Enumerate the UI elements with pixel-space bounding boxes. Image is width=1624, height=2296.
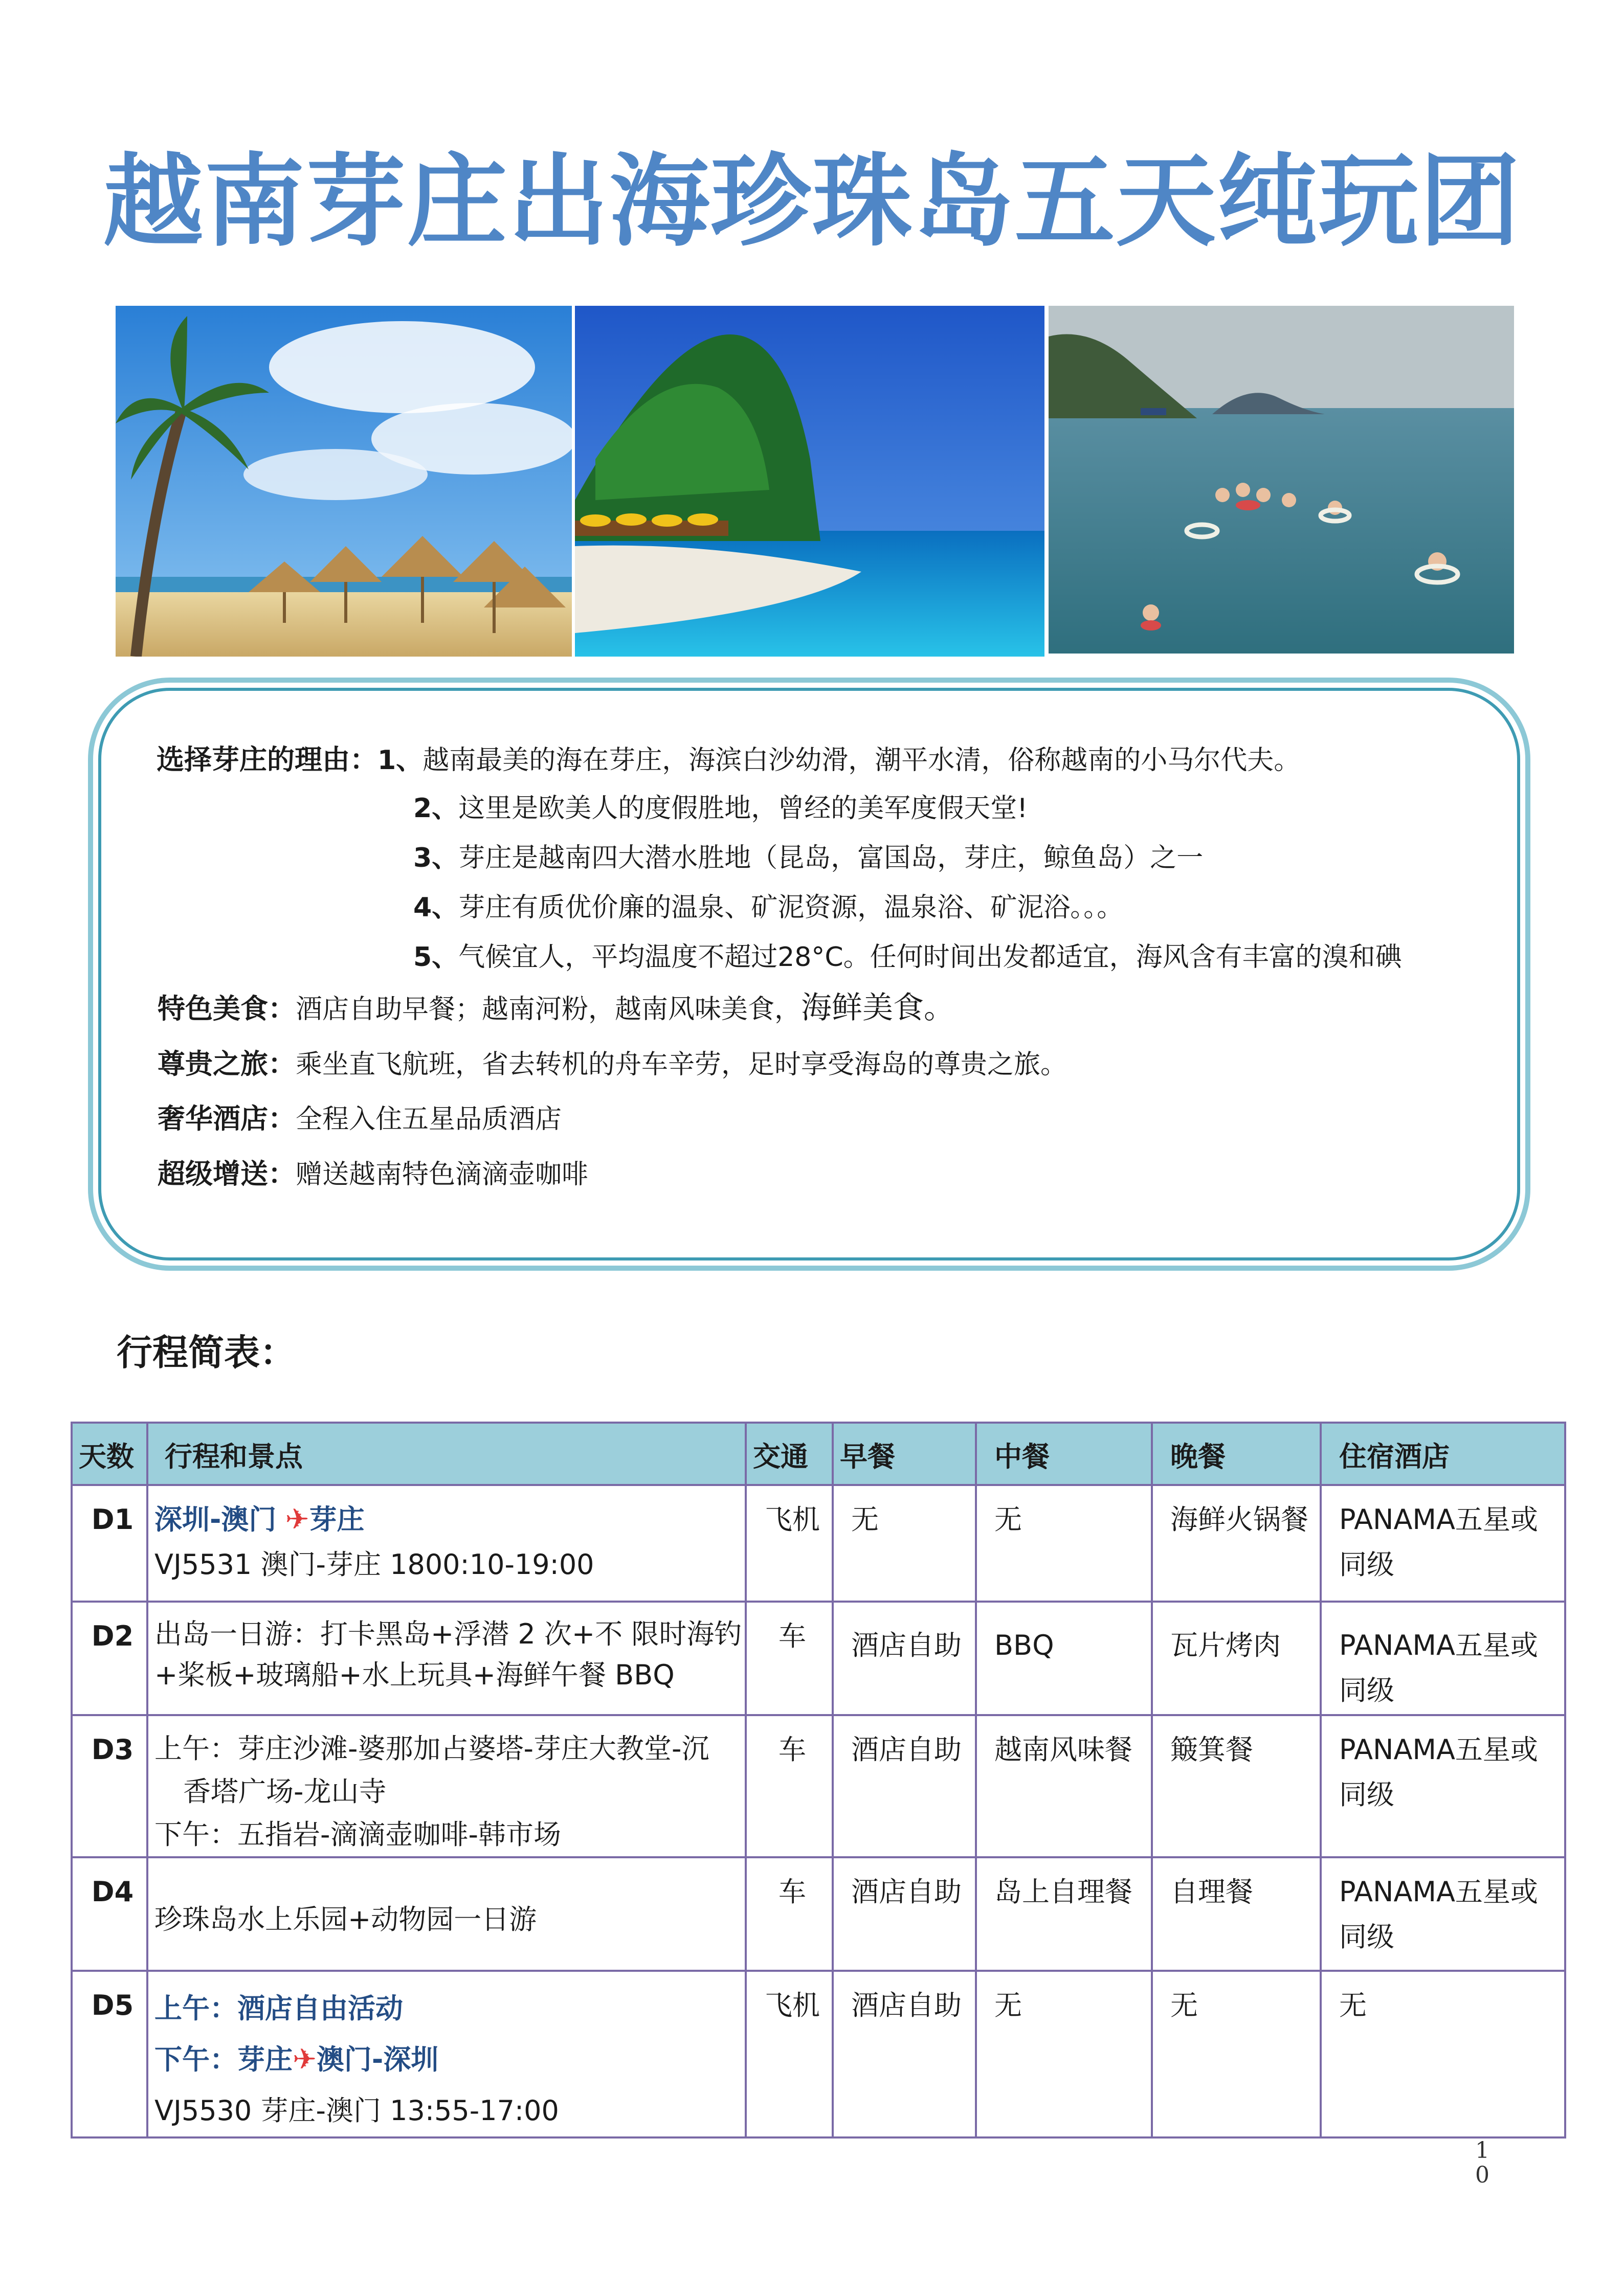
gift-label: 超级增送： <box>158 1158 296 1190</box>
page-number-digit: 1 <box>1475 2137 1489 2164</box>
table-header-row <box>72 1423 1565 1485</box>
reason-row-1 <box>157 742 1300 778</box>
transport-cell: 车 <box>746 1857 833 1971</box>
lunch-cell: 无 <box>976 1971 1152 2137</box>
breakfast-cell: 酒店自助 <box>833 1857 976 1971</box>
table-row <box>72 1602 1565 1715</box>
reason-text: 越南最美的海在芽庄，海滨白沙幼滑，潮平水清，俗称越南的小马尔代夫。 <box>422 745 1301 776</box>
food-text: 酒店自助早餐；越南河粉，越南风味美食， <box>296 994 802 1025</box>
hotel-label: 奢华酒店： <box>158 1102 296 1135</box>
food-row <box>158 990 954 1027</box>
lunch-cell: BBQ <box>976 1602 1152 1715</box>
breakfast-cell: 无 <box>833 1485 976 1602</box>
dinner-cell: 无 <box>1152 1971 1321 2137</box>
header-lunch: 中餐 <box>976 1423 1152 1485</box>
reason-number: 2、 <box>413 793 459 824</box>
dinner-cell: 自理餐 <box>1152 1857 1321 1971</box>
reasons-label: 选择芽庄的理由： <box>157 744 377 776</box>
reason-text: 芽庄是越南四大潜水胜地（昆岛，富国岛，芽庄，鲸鱼岛）之一 <box>458 843 1204 873</box>
reason-number: 3、 <box>413 843 459 873</box>
route-cell <box>147 1715 746 1857</box>
hotel-row <box>158 1101 562 1137</box>
page-title: 越南芽庄出海珍珠岛五天纯玩团 <box>103 144 1521 260</box>
morning-line: 上午：酒店自由活动 <box>154 1992 403 2024</box>
reason-row-3 <box>413 840 1203 876</box>
airplane-icon: ✈ <box>293 2043 317 2076</box>
hotel-cell: PANAMA五星或同级 <box>1321 1857 1565 1971</box>
route-cell: 出岛一日游：打卡黑岛+浮潜 2 次+不 限时海钓+桨板+玻璃船+水上玩具+海鲜午餐 BBQ <box>147 1602 746 1715</box>
header-day: 天数 <box>72 1423 147 1485</box>
route-cell <box>147 1485 746 1602</box>
day-cell: D2 <box>72 1602 147 1715</box>
food-label: 特色美食： <box>158 993 296 1025</box>
swimmers-in-sea-photo <box>1049 306 1514 654</box>
reason-text: 芽庄有质优价廉的温泉、矿泥资源，温泉浴、矿泥浴。。。 <box>458 892 1124 923</box>
hotel-cell: PANAMA五星或同级 <box>1321 1485 1565 1602</box>
table-row <box>72 1857 1565 1971</box>
hotel-cell: 无 <box>1321 1971 1565 2137</box>
beach-umbrellas-palm-photo <box>116 306 572 657</box>
afternoon-end: 澳门-深圳 <box>316 2043 439 2076</box>
header-transport: 交通 <box>746 1423 833 1485</box>
breakfast-cell: 酒店自助 <box>833 1715 976 1857</box>
lunch-cell: 越南风味餐 <box>976 1715 1152 1857</box>
header-breakfast: 早餐 <box>833 1423 976 1485</box>
schedule-title: 行程简表： <box>117 1332 296 1374</box>
itinerary-table <box>71 1422 1566 2139</box>
gift-text: 赠送越南特色滴滴壶咖啡 <box>296 1159 589 1190</box>
breakfast-cell: 酒店自助 <box>833 1602 976 1715</box>
reason-text: 这里是欧美人的度假胜地，曾经的美军度假天堂! <box>458 793 1028 824</box>
header-dinner: 晚餐 <box>1152 1423 1321 1485</box>
day-cell: D1 <box>72 1485 147 1602</box>
breakfast-cell: 酒店自助 <box>833 1971 976 2137</box>
trip-label: 尊贵之旅： <box>158 1048 296 1080</box>
afternoon-line: 下午：五指岩-滴滴壶咖啡-韩市场 <box>154 1818 561 1851</box>
lunch-cell: 无 <box>976 1485 1152 1602</box>
dinner-cell: 瓦片烤肉 <box>1152 1602 1321 1715</box>
transport-cell: 车 <box>746 1602 833 1715</box>
day-cell: D3 <box>72 1715 147 1857</box>
day-cell: D4 <box>72 1857 147 1971</box>
table-row <box>72 1971 1565 2137</box>
dinner-cell: 簸箕餐 <box>1152 1715 1321 1857</box>
food-text-emphasis: 海鲜美食。 <box>801 990 955 1026</box>
reason-number: 4、 <box>413 892 459 923</box>
reason-row-2 <box>413 791 1028 826</box>
page-number-digit: 0 <box>1475 2162 1489 2188</box>
trip-row <box>158 1046 1067 1083</box>
flight-detail: VJ5530 芽庄-澳门 13:55-17:00 <box>154 2095 559 2127</box>
reason-row-4 <box>413 890 1123 926</box>
table-row <box>72 1485 1565 1602</box>
dinner-cell: 海鲜火锅餐 <box>1152 1485 1321 1602</box>
route-end: 芽庄 <box>309 1503 365 1536</box>
hotel-text: 全程入住五星品质酒店 <box>296 1104 562 1135</box>
gift-row <box>158 1156 588 1192</box>
lunch-cell: 岛上自理餐 <box>976 1857 1152 1971</box>
transport-cell: 飞机 <box>746 1971 833 2137</box>
hotel-cell: PANAMA五星或同级 <box>1321 1602 1565 1715</box>
reason-number: 5、 <box>413 942 459 973</box>
reason-row-5 <box>413 939 1402 975</box>
page-number <box>1472 2139 1493 2188</box>
hotel-cell: PANAMA五星或同级 <box>1321 1715 1565 1857</box>
header-route: 行程和景点 <box>147 1423 746 1485</box>
reasons-box <box>98 688 1520 1260</box>
tropical-island-sea-photo <box>575 306 1044 657</box>
header-hotel: 住宿酒店 <box>1321 1423 1565 1485</box>
route-start: 深圳-澳门 <box>154 1503 277 1536</box>
route-cell <box>147 1971 746 2137</box>
morning-line-cont: 香塔广场-龙山寺 <box>183 1775 387 1808</box>
transport-cell: 车 <box>746 1715 833 1857</box>
flight-detail: VJ5531 澳门-芽庄 1800:10-19:00 <box>154 1548 594 1581</box>
trip-text: 乘坐直飞航班，省去转机的舟车辛劳，足时享受海岛的尊贵之旅。 <box>296 1049 1067 1080</box>
transport-cell: 飞机 <box>746 1485 833 1602</box>
airplane-icon: ✈ <box>285 1503 309 1536</box>
reason-number: 1、 <box>377 745 423 776</box>
reason-text: 气候宜人，平均温度不超过28°C。任何时间出发都适宜，海风含有丰富的溴和碘 <box>458 942 1402 973</box>
day-cell: D5 <box>72 1971 147 2137</box>
route-cell: 珍珠岛水上乐园+动物园一日游 <box>147 1857 746 1971</box>
morning-line: 上午：芽庄沙滩-婆那加占婆塔-芽庄大教堂-沉 <box>154 1732 709 1765</box>
afternoon-start: 下午：芽庄 <box>154 2043 293 2076</box>
table-row <box>72 1715 1565 1857</box>
